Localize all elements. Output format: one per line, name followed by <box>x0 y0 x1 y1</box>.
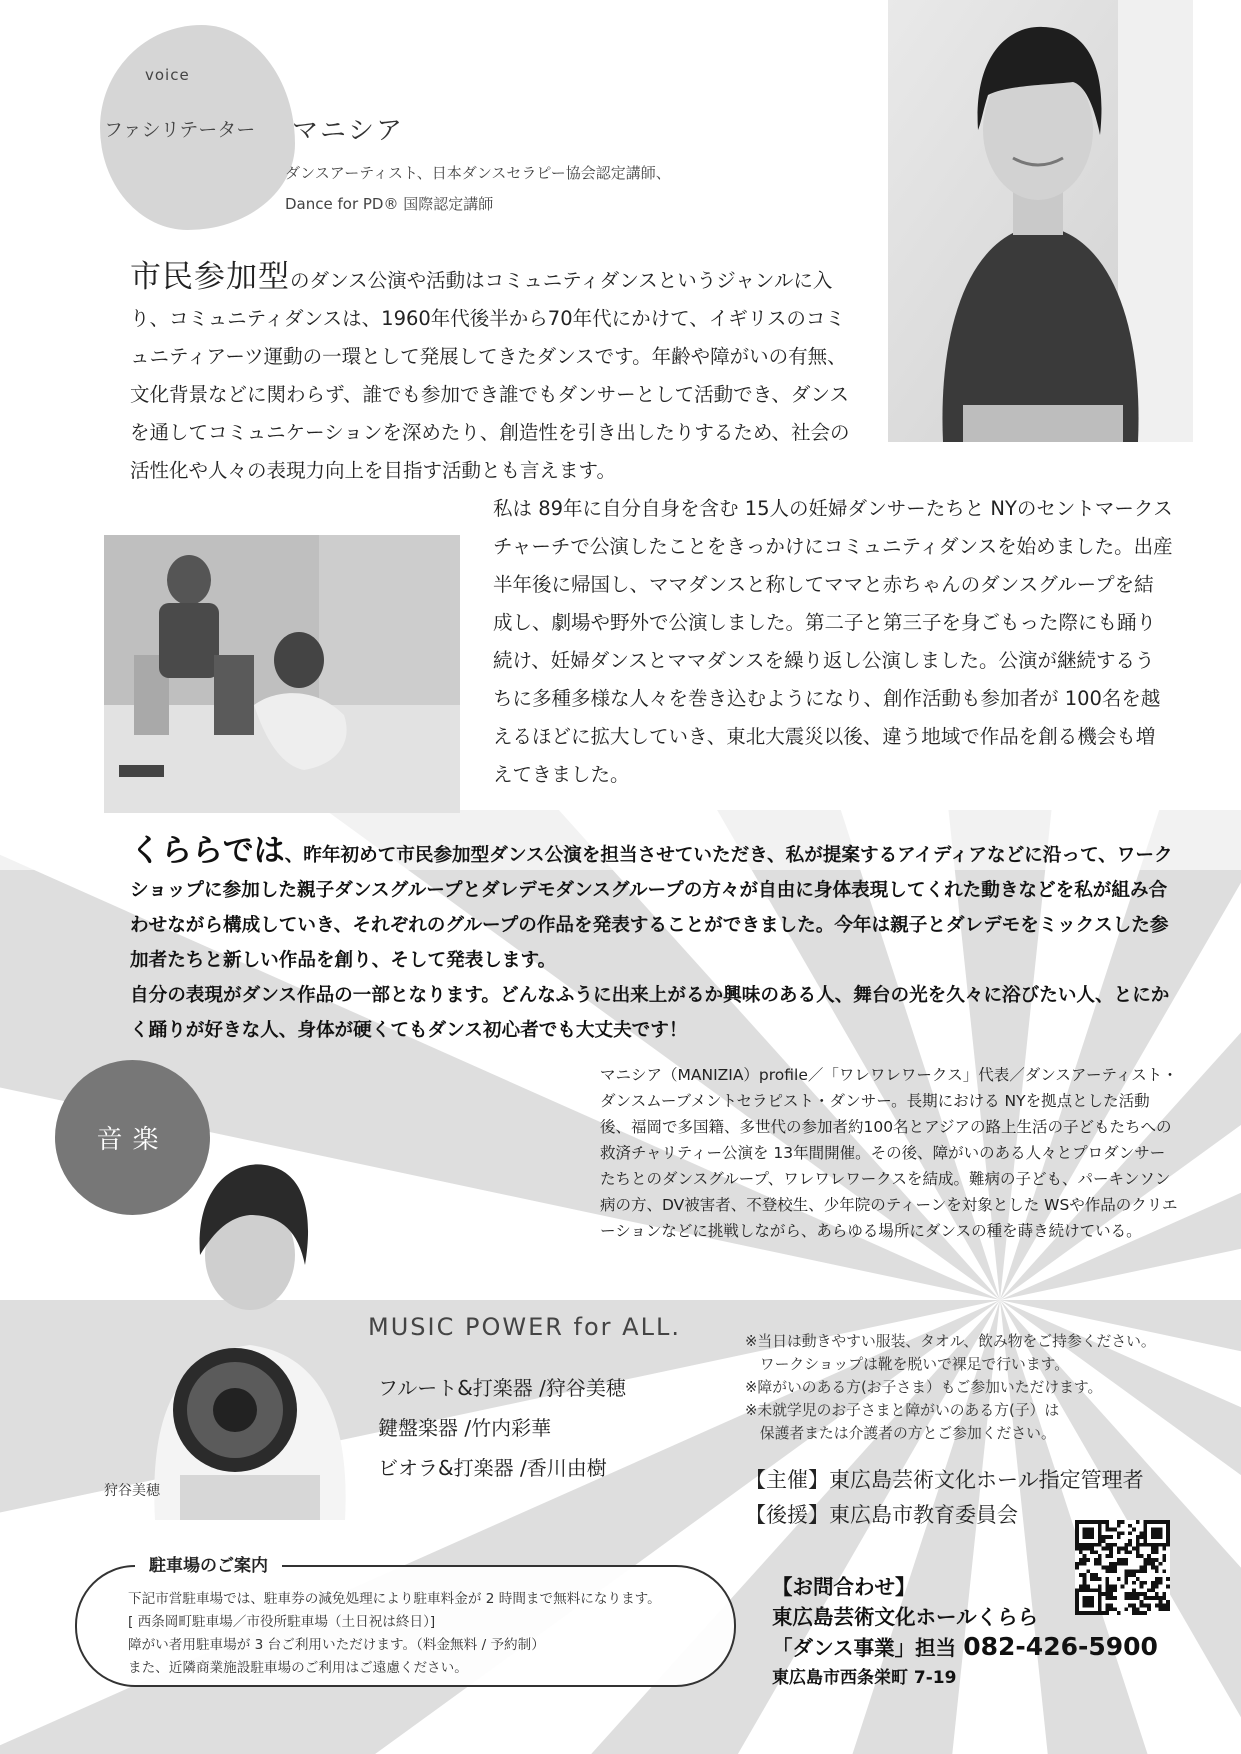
dance-workshop-photo <box>104 535 460 813</box>
intro-lead: 市民参加型 <box>130 259 290 295</box>
contact-title: 【お問合わせ】 <box>772 1575 916 1599</box>
event-notes <box>745 1330 1156 1445</box>
manizia-profile: マニシア（MANIZIA）profile／「ワレワレワークス」代表／ダンスアーティスト・ダンスムーブメントセラピスト・ダンサー。長期における NYを拠点とした活動後、福岡で多国籍、多世代の参加者約100名とアジアの路上生活の子どもたちへの救済チャリティー公演を 13年間開催。その後、障がいのある人々とプロダンサーたちとのダンスグループ、ワレワレワークスを結成。難病の子ども、パーキンソン病の方、DV被害者、不登校生、少年院のティーンを対象とした WSや作品のクリエーションなどに挑戦しながら、あらゆる場所にダンスの種を蒔き続けている。 <box>600 1066 1178 1240</box>
organizer-support: 【後援】東広島市教育委員会 <box>745 1503 1018 1527</box>
kurara-text-1: 、昨年初めて市民参加型ダンス公演を担当させていただき、私が提案するアイディアなどに沿って、ワークショップに参加した親子ダンスグループとダレデモダンスグループの方々が自由に身体表現してくれた動きなどを私が組み合わせながら構成していき、それぞれのグループの作品を発表することができました。今年は親子とダレデモをミックスした参加者たちと新しい作品を創り、そして発表します。 <box>130 845 1173 971</box>
kurara-lead: くららでは <box>130 833 285 869</box>
contact-info <box>772 1572 1158 1693</box>
musician-photo <box>150 1145 350 1520</box>
contact-phone[interactable]: 082-426-5900 <box>963 1632 1158 1661</box>
contact-venue: 東広島芸術文化ホールくらら <box>772 1605 1039 1629</box>
note-3: ※障がいのある方(お子さま）もご参加いただけます。 <box>745 1379 1103 1396</box>
facilitator-name: マニシア <box>292 116 405 146</box>
kurara-block <box>130 834 1180 1048</box>
credentials-line-2: Dance for PD® 国際認定講師 <box>285 195 494 213</box>
music-tagline: MUSIC POWER for ALL. <box>368 1313 681 1341</box>
contact-address: 東広島市西条栄町 7-19 <box>772 1668 957 1688</box>
parking-info <box>128 1588 661 1680</box>
member-2: 鍵盤楽器 /竹内彩華 <box>378 1416 552 1440</box>
member-3: ビオラ&打楽器 /香川由樹 <box>378 1456 607 1480</box>
parking-line-2: [ 西条岡町駐車場／市役所駐車場（土日祝は終日）] <box>128 1614 436 1630</box>
music-section-circle: 音楽 <box>55 1060 210 1215</box>
facilitator-role: ファシリテーター <box>104 119 256 141</box>
parking-line-1: 下記市営駐車場では、駐車券の減免処理により駐車料金が 2 時間まで無料になります。 <box>128 1591 661 1607</box>
note-4: ※未就学児のお子さまと障がいのある方(子）は <box>745 1402 1060 1419</box>
musician-caption: 狩谷美穂 <box>104 1483 160 1499</box>
music-members <box>378 1368 626 1488</box>
credentials-line-1: ダンスアーティスト、日本ダンスセラピー協会認定講師、 <box>285 164 671 182</box>
parking-line-4: また、近隣商業施設駐車場のご利用はご遠慮ください。 <box>128 1660 468 1676</box>
story-paragraph: 私は 89年に自分自身を含む 15人の妊婦ダンサーたちと NYのセントマークスチャーチで公演したことをきっかけにコミュニティダンスを始めました。出産半年後に帰国し、ママダンスと称してママと赤ちゃんのダンスグループを結成し、劇場や野外で公演しました。第二子と第三子を身ごもった際にも踊り続け、妊婦ダンスとママダンスを繰り返し公演しました。公演が継続するうちに多種多様な人々を巻き込むようになり、創作活動も参加者が 100名を越えるほどに拡大していき、東北大震災以後、違う地域で作品を創る機会も増えてきました。 <box>493 497 1173 786</box>
note-2: ワークショップは靴を脱いで裸足で行います。 <box>745 1356 1070 1373</box>
facilitator-portrait-photo <box>888 0 1193 442</box>
parking-title: 駐車場のご案内 <box>135 1551 282 1576</box>
member-1: フルート&打楽器 /狩谷美穂 <box>378 1376 626 1400</box>
facilitator-credentials <box>285 158 671 220</box>
note-5: 保護者または介護者の方とご参加ください。 <box>745 1425 1056 1442</box>
note-1: ※当日は動きやすい服装、タオル、飲み物をご持参ください。 <box>745 1333 1156 1350</box>
parking-line-3: 障がい者用駐車場が 3 台ご利用いただけます。（料金無料 / 予約制） <box>128 1637 545 1653</box>
contact-dept: 「ダンス事業」担当 <box>772 1636 957 1660</box>
voice-label: voice <box>145 66 190 84</box>
intro-paragraph <box>130 258 850 490</box>
kurara-text-2: 自分の表現がダンス作品の一部となります。どんなふうに出来上がるか興味のある人、舞台の光を久々に浴びたい人、とにかく踊りが好きな人、身体が硬くてもダンス初心者でも大丈夫です！ <box>130 985 1170 1041</box>
intro-text: のダンス公演や活動はコミュニティダンスというジャンルに入り、コミュニティダンスは、1960年代後半から70年代にかけて、イギリスのコミュニティアーツ運動の一環として発展してきたダンスです。年齢や障がいの有無、文化背景などに関わらず、誰でも参加でき誰でもダンサーとして活動でき、ダンスを通してコミュニケーションを深めたり、創造性を引き出したりするため、社会の活性化や人々の表現力向上を目指す活動とも言えます。 <box>130 269 850 482</box>
organizer-host: 【主催】東広島芸術文化ホール指定管理者 <box>745 1468 1144 1492</box>
